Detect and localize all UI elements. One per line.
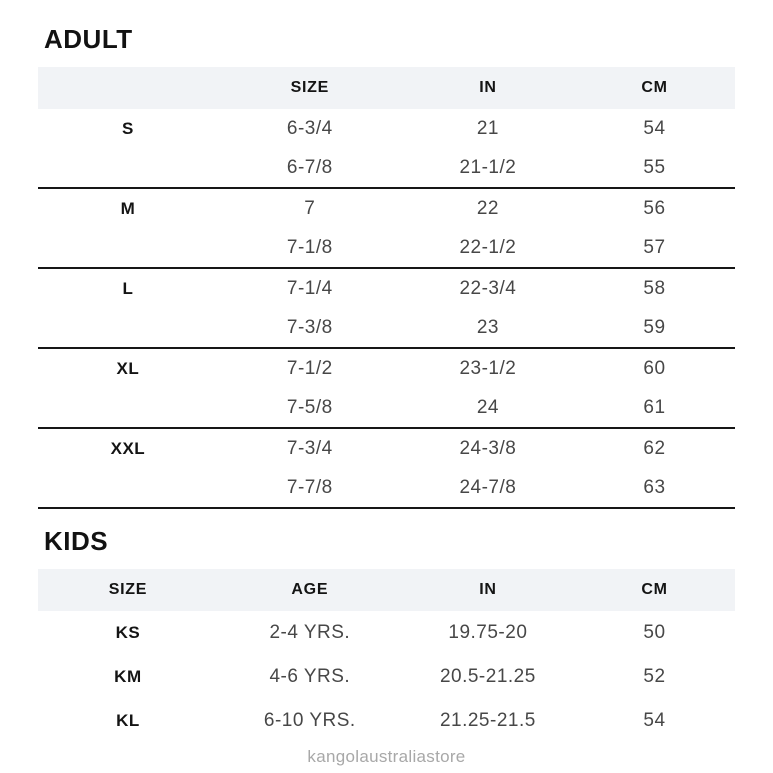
inches-value: 22-3/4	[459, 277, 517, 299]
cm-value: 57	[643, 236, 666, 258]
kids-size-table	[38, 569, 735, 743]
kids-table-header-row	[38, 569, 735, 611]
hat-size-value: 7	[304, 197, 316, 219]
cm-value: 61	[643, 396, 666, 418]
age-value: 6-10 YRS.	[263, 710, 356, 731]
adult-header-size: SIZE	[290, 79, 329, 96]
inches-value: 21.25-21.5	[439, 710, 536, 731]
inches-value: 21	[476, 117, 499, 139]
adult-header-cm: CM	[641, 79, 668, 96]
size-label: KS	[115, 623, 141, 642]
inches-value: 24-7/8	[459, 476, 517, 498]
table-row	[38, 468, 735, 507]
hat-size-value: 7-1/2	[286, 357, 333, 379]
store-watermark: kangolaustraliastore	[307, 747, 466, 766]
kids-section-title: KIDS	[44, 526, 109, 556]
kids-header-size: SIZE	[108, 581, 148, 598]
adult-header-in: IN	[479, 79, 497, 96]
size-label: M	[120, 198, 136, 218]
table-row	[38, 611, 735, 655]
inches-value: 22-1/2	[459, 236, 517, 258]
age-value: 2-4 YRS.	[269, 622, 351, 643]
cm-value: 56	[643, 197, 666, 219]
cm-value: 55	[643, 156, 666, 178]
adult-size-group-xxl	[38, 429, 735, 509]
hat-size-value: 7-3/8	[286, 316, 333, 338]
table-row	[38, 269, 735, 308]
adult-table-header-row	[38, 67, 735, 109]
kids-header-cm: CM	[641, 581, 668, 598]
cm-value: 63	[643, 476, 666, 498]
cm-value: 60	[643, 357, 666, 379]
size-label: KL	[116, 711, 140, 730]
table-row	[38, 429, 735, 468]
inches-value: 21-1/2	[459, 156, 517, 178]
inches-value: 20.5-21.25	[439, 666, 536, 687]
inches-value: 23-1/2	[459, 357, 517, 379]
inches-value: 19.75-20	[448, 622, 528, 643]
size-label: KM	[114, 667, 142, 686]
adult-size-table	[38, 67, 735, 509]
table-row	[38, 699, 735, 743]
inches-value: 24-3/8	[459, 437, 517, 459]
adult-size-group-m	[38, 189, 735, 269]
hat-size-value: 7-7/8	[286, 476, 333, 498]
size-label: S	[121, 118, 134, 138]
cm-value: 62	[643, 437, 666, 459]
hat-size-value: 7-1/4	[286, 277, 333, 299]
hat-size-value: 7-1/8	[286, 236, 333, 258]
hat-size-value: 6-3/4	[286, 117, 333, 139]
adult-size-group-s	[38, 109, 735, 189]
adult-size-group-xl	[38, 349, 735, 429]
table-row	[38, 388, 735, 427]
cm-value: 58	[643, 277, 666, 299]
kids-header-age: AGE	[291, 581, 329, 598]
table-row	[38, 148, 735, 187]
hat-size-value: 6-7/8	[286, 156, 333, 178]
inches-value: 22	[476, 197, 499, 219]
cm-value: 50	[643, 622, 666, 643]
cm-value: 52	[643, 666, 666, 687]
table-row	[38, 109, 735, 148]
size-label: XL	[116, 358, 140, 378]
hat-size-value: 7-3/4	[286, 437, 333, 459]
kids-header-in: IN	[479, 581, 497, 598]
table-row	[38, 308, 735, 347]
table-row	[38, 189, 735, 228]
table-row	[38, 349, 735, 388]
size-label: XXL	[110, 438, 146, 458]
adult-section-title: ADULT	[44, 24, 133, 54]
age-value: 4-6 YRS.	[269, 666, 351, 687]
size-label: L	[122, 278, 134, 298]
cm-value: 54	[643, 117, 666, 139]
cm-value: 54	[643, 710, 666, 731]
hat-size-value: 7-5/8	[286, 396, 333, 418]
table-row	[38, 228, 735, 267]
table-row	[38, 655, 735, 699]
inches-value: 24	[476, 396, 499, 418]
cm-value: 59	[643, 316, 666, 338]
inches-value: 23	[476, 316, 499, 338]
adult-size-group-l	[38, 269, 735, 349]
